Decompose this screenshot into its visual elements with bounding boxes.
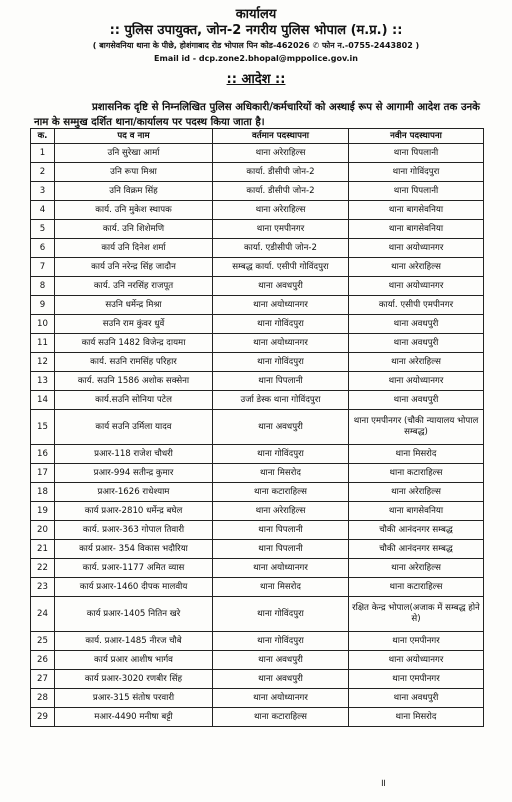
cell-name: कार्य सउनि उर्मिला यादव — [55, 410, 213, 445]
cell-current-posting: थाना पिपलानी — [213, 372, 349, 391]
cell-name: कार्य. प्रआर-363 गोपाल तिवारी — [55, 521, 213, 540]
table-row — [31, 689, 484, 708]
cell-new-posting: थाना अरेराहिल्स — [349, 483, 484, 502]
cell-serial: 29 — [31, 708, 55, 727]
cell-name: कार्य. उनि शिशेमणि — [55, 220, 213, 239]
cell-name: कार्य. प्रआर-1485 नीरज चौबे — [55, 632, 213, 651]
cell-new-posting: थाना अरेराहिल्स — [349, 353, 484, 372]
cell-name: उनि विक्रम सिंह — [55, 182, 213, 201]
cell-new-posting: थाना बागसेवनिया — [349, 201, 484, 220]
cell-serial: 26 — [31, 651, 55, 670]
cell-current-posting: थाना कटाराहिल्स — [213, 483, 349, 502]
cell-current-posting: थाना अयोध्यानगर — [213, 559, 349, 578]
table-row — [31, 521, 484, 540]
cell-name: सउनि राम कुंवर धुर्वे — [55, 315, 213, 334]
cell-serial: 6 — [31, 239, 55, 258]
cell-name: उनि सुरेखा आर्मा — [55, 144, 213, 163]
cell-name: कार्य प्रआर-3020 रणबीर सिंह — [55, 670, 213, 689]
cell-serial: 16 — [31, 445, 55, 464]
cell-name: प्रआर-118 राजेश चौधरी — [55, 445, 213, 464]
cell-current-posting: थाना गोविंदपुरा — [213, 597, 349, 632]
police-office-title: :: पुलिस उपायुक्त, जोन-2 नगरीय पुलिस भोपाल (म.प्र.) :: — [109, 23, 403, 38]
cell-new-posting: चौकी आनंदनगर सम्बद्ध — [349, 521, 484, 540]
cell-current-posting: थाना अवधपुरी — [213, 410, 349, 445]
cell-name: कार्य प्रआर-1460 दीपक मालवीय — [55, 578, 213, 597]
table-row — [31, 651, 484, 670]
office-heading: कार्यालय — [235, 7, 277, 22]
cell-serial: 22 — [31, 559, 55, 578]
table-row — [31, 334, 484, 353]
cell-name: कार्य. उनि मुकेश स्थापक — [55, 201, 213, 220]
cell-serial: 20 — [31, 521, 55, 540]
cell-current-posting: थाना पिपलानी — [213, 540, 349, 559]
table-row — [31, 239, 484, 258]
cell-serial: 11 — [31, 334, 55, 353]
cell-name: कार्य सउनि 1482 विजेन्द्र दायमा — [55, 334, 213, 353]
table-row — [31, 410, 484, 445]
header-current-posting: वर्तमान पदस्थापना — [213, 129, 349, 144]
cell-current-posting: उर्जा डेस्क थाना गोविंदपुरा — [213, 391, 349, 410]
cell-serial: 17 — [31, 464, 55, 483]
table-row — [31, 144, 484, 163]
cell-new-posting: थाना अरेराहिल्स — [349, 559, 484, 578]
cell-new-posting: थाना एमपीनगर — [349, 670, 484, 689]
cell-new-posting: कार्या. एसीपी एमपीनगर — [349, 296, 484, 315]
cell-name: कार्य प्रआर- 354 विकास भदौरिया — [55, 540, 213, 559]
cell-current-posting: थाना अवधपुरी — [213, 651, 349, 670]
cell-serial: 15 — [31, 410, 55, 445]
cell-serial: 9 — [31, 296, 55, 315]
table-row — [31, 163, 484, 182]
cell-name: कार्य उनि दिनेश शर्मा — [55, 239, 213, 258]
cell-name: कार्य. उनि नरसिंह राजपूत — [55, 277, 213, 296]
cell-current-posting: सम्बद्ध कार्या. एसीपी गोविंदपुरा — [213, 258, 349, 277]
office-email: Email id - dcp.zone2.bhopal@mppolice.gov.in — [154, 54, 358, 63]
header-serial: क. — [31, 129, 55, 144]
cell-new-posting: रक्षित केन्द्र भोपाल(अजाक में सम्बद्ध होने से) — [349, 597, 484, 632]
cell-name: सउनि धर्मेन्द्र मिश्रा — [55, 296, 213, 315]
cell-serial: 18 — [31, 483, 55, 502]
cell-serial: 13 — [31, 372, 55, 391]
office-address: ( बागसेवनिया थाना के पीछे, होशंगाबाद रोड भोपाल पिन कोड-462026 ✆ फोन न.-0755-2443802 ) — [92, 41, 420, 50]
cell-name: प्रआर-994 सतीन्द्र कुमार — [55, 464, 213, 483]
table-body — [31, 144, 484, 727]
order-intro — [34, 100, 480, 130]
table-row — [31, 578, 484, 597]
order-intro-text: प्रशासनिक दृष्टि से निम्नलिखित पुलिस अधिकारी/कर्मचारियों को अस्थाई रूप से आगामी आदेश तक उनके नाम के सम्मुख दर्शित थाना/कार्यालय पर पदस्थ किया जाता है। — [34, 102, 480, 128]
cell-current-posting: थाना अवधपुरी — [213, 670, 349, 689]
cell-new-posting: थाना अवधपुरी — [349, 689, 484, 708]
cell-new-posting: थाना मिसरोद — [349, 708, 484, 727]
cell-serial: 24 — [31, 597, 55, 632]
header-new-posting: नवीन पदस्थापना — [349, 129, 484, 144]
table-row — [31, 296, 484, 315]
cell-new-posting: थाना एमपीनगर (चौकी न्यायालय भोपाल सम्बद्ध) — [349, 410, 484, 445]
table-row — [31, 258, 484, 277]
cell-current-posting: थाना पिपलानी — [213, 521, 349, 540]
cell-current-posting: कार्या. डीसीपी जोन-2 — [213, 163, 349, 182]
cell-serial: 8 — [31, 277, 55, 296]
cell-current-posting: थाना मिसरोद — [213, 464, 349, 483]
table-row — [31, 502, 484, 521]
cell-serial: 1 — [31, 144, 55, 163]
table-row — [31, 391, 484, 410]
cell-name: कार्य. सउनि 1586 अशोक सक्सेना — [55, 372, 213, 391]
table-row — [31, 670, 484, 689]
cell-new-posting: थाना गोविंदपुरा — [349, 163, 484, 182]
cell-new-posting: थाना पिपलानी — [349, 182, 484, 201]
cell-current-posting: थाना अयोध्यानगर — [213, 334, 349, 353]
cell-new-posting: थाना पिपलानी — [349, 144, 484, 163]
cell-current-posting: थाना अयोध्यानगर — [213, 689, 349, 708]
cell-current-posting: थाना गोविंदपुरा — [213, 632, 349, 651]
cell-serial: 7 — [31, 258, 55, 277]
cell-new-posting: थाना अयोध्यानगर — [349, 651, 484, 670]
table-row — [31, 182, 484, 201]
cell-new-posting: थाना कटाराहिल्स — [349, 464, 484, 483]
cell-name: कार्य प्रआर-1405 नितिन खरे — [55, 597, 213, 632]
cell-current-posting: थाना अरेराहिल्स — [213, 201, 349, 220]
cell-current-posting: थाना गोविंदपुरा — [213, 315, 349, 334]
cell-current-posting: कार्या. डीसीपी जोन-2 — [213, 182, 349, 201]
cell-serial: 5 — [31, 220, 55, 239]
posting-table — [30, 128, 484, 727]
table-header-row — [31, 129, 484, 144]
table-row — [31, 201, 484, 220]
cell-serial: 21 — [31, 540, 55, 559]
cell-name: कार्य. प्रआर-1177 अमित व्यास — [55, 559, 213, 578]
table-row — [31, 445, 484, 464]
cell-serial: 14 — [31, 391, 55, 410]
cell-current-posting: कार्या. एडीसीपी जोन-2 — [213, 239, 349, 258]
table-row — [31, 220, 484, 239]
cell-serial: 27 — [31, 670, 55, 689]
cell-new-posting: थाना अवधपुरी — [349, 334, 484, 353]
cell-current-posting: थाना अरेराहिल्स — [213, 502, 349, 521]
cell-new-posting: थाना अयोध्यानगर — [349, 239, 484, 258]
table-row — [31, 353, 484, 372]
cell-current-posting: थाना अरेराहिल्स — [213, 144, 349, 163]
table-row — [31, 559, 484, 578]
cell-name: कार्य. सउनि रामसिंह परिहार — [55, 353, 213, 372]
cell-current-posting: थाना गोविंदपुरा — [213, 445, 349, 464]
table-row — [31, 372, 484, 391]
table-row — [31, 483, 484, 502]
table-row — [31, 277, 484, 296]
cell-current-posting: थाना मिसरोद — [213, 578, 349, 597]
cell-current-posting: थाना अवधपुरी — [213, 277, 349, 296]
table-row — [31, 597, 484, 632]
table-row — [31, 315, 484, 334]
cell-current-posting: थाना अयोध्यानगर — [213, 296, 349, 315]
cell-name: उनि रूपा मिश्रा — [55, 163, 213, 182]
cell-serial: 3 — [31, 182, 55, 201]
table-row — [31, 540, 484, 559]
cell-new-posting: थाना अरेराहिल्स — [349, 258, 484, 277]
page-mark: ॥ — [380, 778, 386, 789]
cell-serial: 23 — [31, 578, 55, 597]
cell-new-posting: थाना अवधपुरी — [349, 315, 484, 334]
cell-current-posting: थाना एमपीनगर — [213, 220, 349, 239]
cell-serial: 12 — [31, 353, 55, 372]
table-row — [31, 708, 484, 727]
header-name: पद व नाम — [55, 129, 213, 144]
cell-name: प्रआर-315 संतोष परवारी — [55, 689, 213, 708]
cell-name: प्रआर-1626 राधेश्याम — [55, 483, 213, 502]
cell-name: कार्य.सउनि सोनिया पटेल — [55, 391, 213, 410]
cell-name: कार्य प्रआर-2810 धर्मेन्द्र बघेल — [55, 502, 213, 521]
cell-new-posting: थाना कटाराहिल्स — [349, 578, 484, 597]
order-title: :: आदेश :: — [226, 72, 286, 87]
cell-new-posting: थाना बागसेवनिया — [349, 220, 484, 239]
cell-new-posting: थाना अयोध्यानगर — [349, 277, 484, 296]
cell-serial: 28 — [31, 689, 55, 708]
cell-current-posting: थाना कटाराहिल्स — [213, 708, 349, 727]
cell-current-posting: थाना गोविंदपुरा — [213, 353, 349, 372]
cell-name: मआर-4490 मनीषा बट्टी — [55, 708, 213, 727]
table-row — [31, 464, 484, 483]
cell-serial: 2 — [31, 163, 55, 182]
cell-serial: 25 — [31, 632, 55, 651]
cell-new-posting: थाना मिसरोद — [349, 445, 484, 464]
cell-serial: 10 — [31, 315, 55, 334]
cell-name: कार्य प्रआर आशीष भार्गव — [55, 651, 213, 670]
cell-new-posting: थाना अवधपुरी — [349, 391, 484, 410]
cell-new-posting: चौकी आनंदनगर सम्बद्ध — [349, 540, 484, 559]
cell-new-posting: थाना बागसेवनिया — [349, 502, 484, 521]
cell-serial: 4 — [31, 201, 55, 220]
cell-new-posting: थाना एमपीनगर — [349, 632, 484, 651]
cell-name: कार्य उनि नरेन्द्र सिंह जादौन — [55, 258, 213, 277]
table-row — [31, 632, 484, 651]
cell-new-posting: थाना अयोध्यानगर — [349, 372, 484, 391]
cell-serial: 19 — [31, 502, 55, 521]
